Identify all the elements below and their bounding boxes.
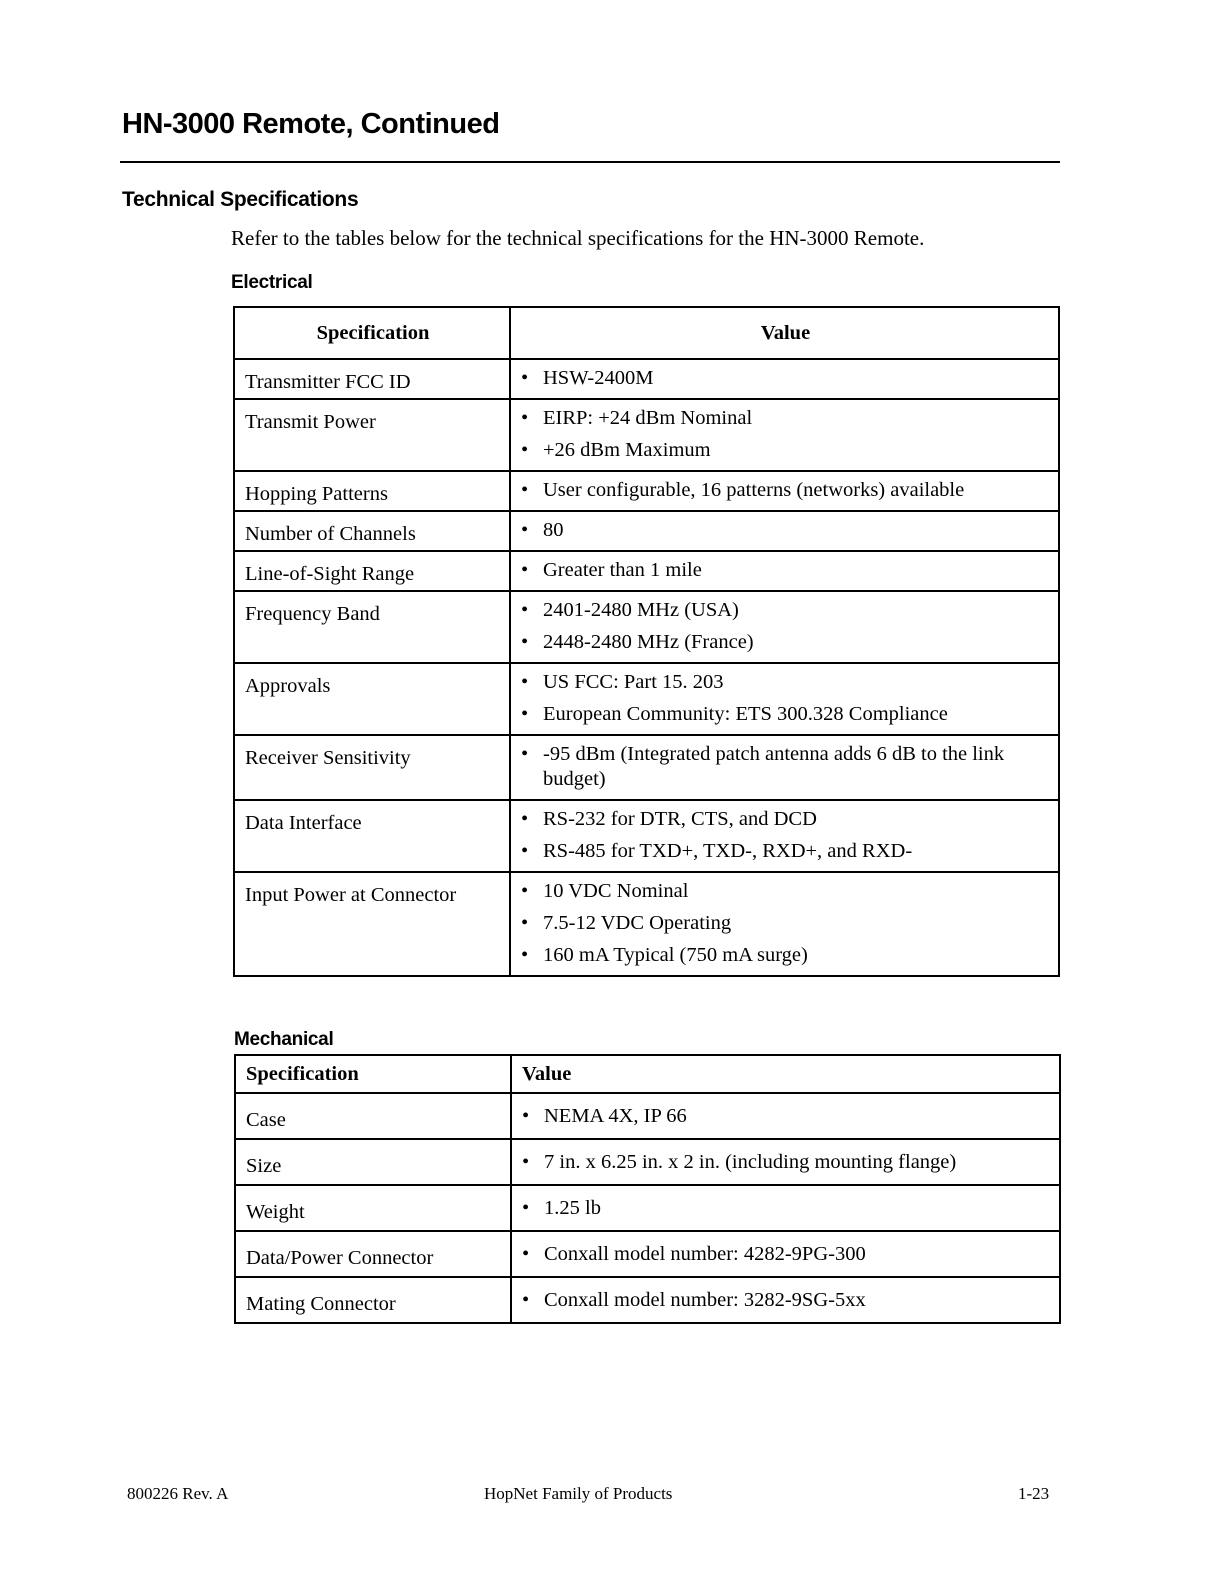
value-list <box>521 518 1050 543</box>
spec-name-cell: Data/Power Connector <box>235 1231 511 1277</box>
column-header-specification: Specification <box>234 307 510 359</box>
value-list <box>522 1288 1051 1313</box>
value-bullet-item: • -95 dBm (Integrated patch antenna adds 6 dB to the link budget) <box>521 742 1050 792</box>
section-heading: Technical Specifications <box>122 188 359 211</box>
value-bullet-item: • Conxall model number: 4282-9PG-300 <box>522 1242 1051 1267</box>
intro-paragraph: Refer to the tables below for the technical specifications for the HN-3000 Remote. <box>231 226 925 250</box>
value-bullet-item: • European Community: ETS 300.328 Compliance <box>521 702 1050 727</box>
spec-name-cell: Approvals <box>234 663 510 735</box>
value-list <box>521 366 1050 391</box>
page-title-bold: HN-3000 Remote, <box>122 108 354 140</box>
value-bullet-item: • 2448-2480 MHz (France) <box>521 630 1050 655</box>
page-title <box>122 108 499 141</box>
spec-name-cell: Data Interface <box>234 800 510 872</box>
spec-value-cell <box>511 1185 1060 1231</box>
spec-value-cell <box>511 1093 1060 1139</box>
column-header-value: Value <box>510 307 1059 359</box>
table-row <box>234 800 1059 872</box>
spec-value-cell <box>510 872 1059 976</box>
table-row <box>234 471 1059 511</box>
mechanical-table-body <box>235 1093 1060 1323</box>
spec-name-cell: Input Power at Connector <box>234 872 510 976</box>
value-bullet-item: • RS-232 for DTR, CTS, and DCD <box>521 807 1050 832</box>
value-bullet-item: • US FCC: Part 15. 203 <box>521 670 1050 695</box>
spec-value-cell <box>510 735 1059 800</box>
value-bullet-item: • 160 mA Typical (750 mA surge) <box>521 943 1050 968</box>
value-bullet-item: • HSW-2400M <box>521 366 1050 391</box>
value-bullet-item: • 10 VDC Nominal <box>521 879 1050 904</box>
table-row <box>234 735 1059 800</box>
value-bullet-item: • User configurable, 16 patterns (networks) available <box>521 478 1050 503</box>
spec-name-cell: Line-of-Sight Range <box>234 551 510 591</box>
table-header-row <box>235 1055 1060 1093</box>
spec-value-cell <box>511 1277 1060 1323</box>
value-bullet-item: • Greater than 1 mile <box>521 558 1050 583</box>
spec-name-cell: Receiver Sensitivity <box>234 735 510 800</box>
spec-value-cell <box>510 800 1059 872</box>
value-list <box>521 478 1050 503</box>
title-divider <box>120 161 1060 163</box>
value-bullet-item: • +26 dBm Maximum <box>521 438 1050 463</box>
table-row <box>234 872 1059 976</box>
column-header-specification: Specification <box>235 1055 511 1093</box>
footer-doc-number: 800226 Rev. A <box>127 1484 229 1503</box>
value-bullet-item: • Conxall model number: 3282-9SG-5xx <box>522 1288 1051 1313</box>
page-title-continued: Continued <box>353 108 500 140</box>
spec-value-cell <box>510 591 1059 663</box>
spec-name-cell: Transmitter FCC ID <box>234 359 510 399</box>
electrical-table <box>233 306 1060 977</box>
table-row <box>235 1139 1060 1185</box>
value-list <box>521 807 1050 864</box>
value-list <box>521 879 1050 968</box>
spec-value-cell <box>511 1139 1060 1185</box>
mechanical-caption: Mechanical <box>234 1029 334 1050</box>
table-row <box>235 1185 1060 1231</box>
spec-name-cell: Hopping Patterns <box>234 471 510 511</box>
value-list <box>521 670 1050 727</box>
spec-name-cell: Size <box>235 1139 511 1185</box>
spec-value-cell <box>510 511 1059 551</box>
footer-product-family: HopNet Family of Products <box>484 1484 673 1503</box>
value-bullet-item: • 7 in. x 6.25 in. x 2 in. (including mounting flange) <box>522 1150 1051 1175</box>
spec-value-cell <box>510 399 1059 471</box>
spec-name-cell: Mating Connector <box>235 1277 511 1323</box>
column-header-value: Value <box>511 1055 1060 1093</box>
spec-name-cell: Case <box>235 1093 511 1139</box>
value-list <box>521 558 1050 583</box>
value-bullet-item: • 1.25 lb <box>522 1196 1051 1221</box>
table-header-row <box>234 307 1059 359</box>
spec-value-cell <box>511 1231 1060 1277</box>
value-bullet-item: • 7.5-12 VDC Operating <box>521 911 1050 936</box>
electrical-table-body <box>234 359 1059 976</box>
spec-name-cell: Number of Channels <box>234 511 510 551</box>
spec-value-cell <box>510 359 1059 399</box>
spec-name-cell: Transmit Power <box>234 399 510 471</box>
spec-value-cell <box>510 663 1059 735</box>
table-row <box>234 551 1059 591</box>
value-list <box>522 1242 1051 1267</box>
table-row <box>235 1231 1060 1277</box>
value-list <box>521 742 1050 792</box>
value-bullet-item: • 80 <box>521 518 1050 543</box>
value-bullet-item: • 2401-2480 MHz (USA) <box>521 598 1050 623</box>
value-bullet-item: • NEMA 4X, IP 66 <box>522 1104 1051 1129</box>
table-row <box>235 1277 1060 1323</box>
value-list <box>522 1196 1051 1221</box>
table-row <box>234 663 1059 735</box>
value-bullet-item: • EIRP: +24 dBm Nominal <box>521 406 1050 431</box>
spec-value-cell <box>510 471 1059 511</box>
electrical-caption: Electrical <box>231 272 313 293</box>
table-row <box>234 359 1059 399</box>
table-row <box>234 511 1059 551</box>
table-row <box>234 591 1059 663</box>
table-row <box>235 1093 1060 1139</box>
value-list <box>521 406 1050 463</box>
spec-value-cell <box>510 551 1059 591</box>
value-bullet-item: • RS-485 for TXD+, TXD-, RXD+, and RXD- <box>521 839 1050 864</box>
spec-name-cell: Weight <box>235 1185 511 1231</box>
value-list <box>521 598 1050 655</box>
footer-page-number: 1-23 <box>1018 1484 1050 1503</box>
value-list <box>522 1150 1051 1175</box>
spec-name-cell: Frequency Band <box>234 591 510 663</box>
mechanical-table <box>234 1054 1061 1324</box>
table-row <box>234 399 1059 471</box>
value-list <box>522 1104 1051 1129</box>
